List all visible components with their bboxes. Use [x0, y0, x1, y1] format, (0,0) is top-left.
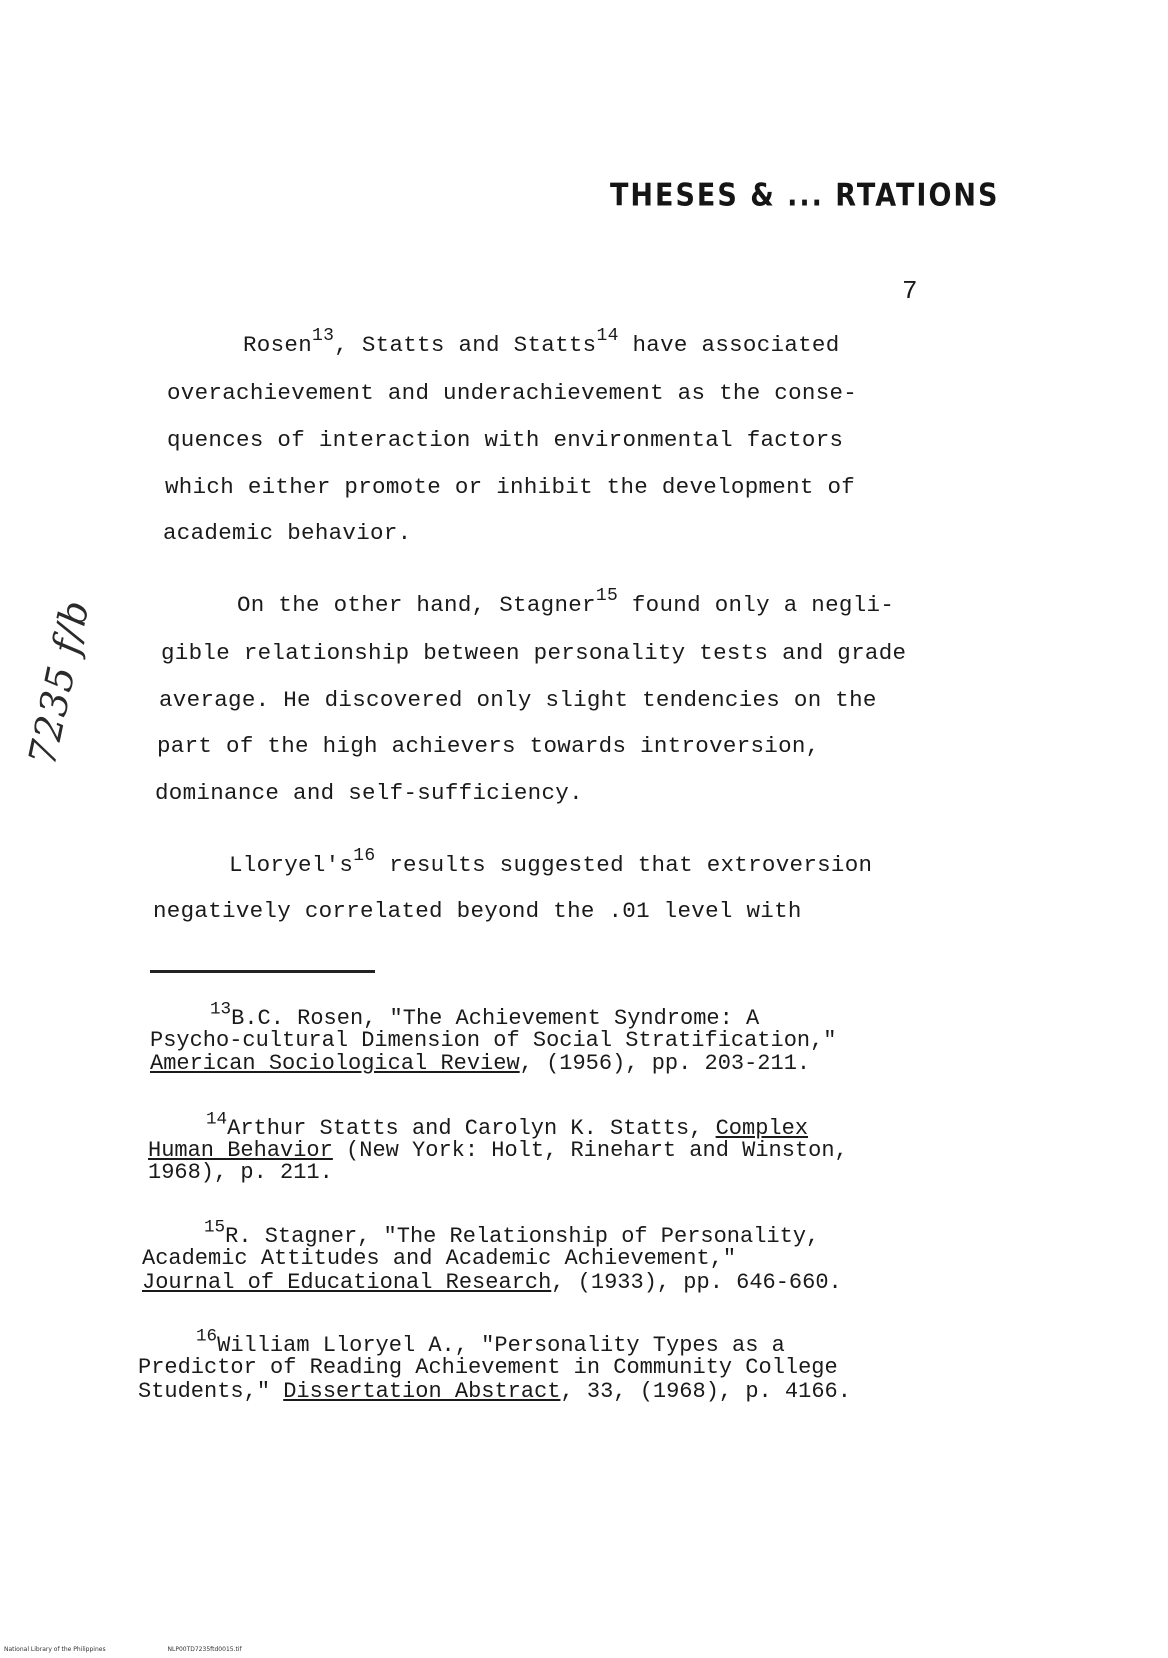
footnote-number: 14 — [206, 1109, 228, 1130]
page-number: 7 — [902, 276, 918, 306]
journal-title: Journal of Educational Research — [142, 1270, 552, 1295]
footnote-line: Academic Attitudes and Academic Achievement," — [142, 1246, 737, 1271]
footnote-13: $^{13}$B.C. Rosen, "The Achievement Syndrome: A — [210, 999, 760, 1031]
book-title: Human Behavior — [148, 1138, 333, 1163]
journal-title: Dissertation Abstract — [283, 1379, 561, 1404]
scan-footer — [4, 1646, 302, 1653]
body-line: On the other hand, Stagner$^{15}$ found only a negli- — [237, 586, 895, 618]
footnote-line: Students," Dissertation Abstract, 33, (1968), p. 4166. — [138, 1379, 851, 1404]
body-line: $Lloryel's^{16}$ results suggested that extroversion — [229, 846, 873, 878]
footnote-ref: 14 — [596, 326, 619, 347]
footnote-number: 16 — [196, 1326, 218, 1347]
footnote-line: Human Behavior (New York: Holt, Rinehart and Winston, — [148, 1138, 848, 1163]
margin-handwriting: 7235 f/b — [20, 595, 98, 770]
journal-title: American Sociological Review — [150, 1051, 520, 1076]
body-line: part of the high achievers towards introversion, — [157, 733, 820, 759]
body-line: Rosen$^{13}$, Statts and Statts$^{14}$ have associated — [243, 326, 840, 358]
body-line: academic behavior. — [163, 520, 412, 546]
footnote-line: Journal of Educational Research, (1933), pp. 646-660. — [142, 1270, 842, 1295]
file-name: NLP00TD7235ftd0015.tif — [167, 1646, 242, 1653]
footnote-14: $^{14}$Arthur Statts and Carolyn K. Statts, Complex — [206, 1109, 809, 1141]
footnote-ref: 13 — [312, 326, 335, 347]
footnote-15: $^{15}$R. Stagner, "The Relationship of Personality, — [204, 1217, 820, 1249]
footnote-ref: 15 — [595, 586, 619, 607]
body-line: average. He discovered only slight tendencies on the — [159, 687, 877, 713]
library-name: National Library of the Philippines — [4, 1646, 106, 1653]
body-line: which either promote or inhibit the development of — [165, 474, 856, 500]
body-line: gible relationship between personality tests and grade — [161, 640, 907, 666]
book-title: Complex — [715, 1116, 809, 1141]
footnote-line: Predictor of Reading Achievement in Community College — [138, 1355, 838, 1380]
footnote-line: American Sociological Review, (1956), pp. 203-211. — [150, 1051, 811, 1076]
footnote-line: Psycho-cultural Dimension of Social Stratification," — [150, 1028, 837, 1053]
footnote-ref: 16 — [353, 846, 376, 867]
body-line: dominance and self-sufficiency. — [155, 780, 583, 806]
body-line: overachievement and underachievement as the conse- — [167, 380, 858, 406]
footnote-line: 1968), p. 211. — [148, 1160, 333, 1185]
footnote-16: $^{16}$William Lloryel A., "Personality Types as a — [196, 1326, 785, 1358]
body-line: quences of interaction with environmental factors — [167, 427, 844, 453]
footnote-rule — [150, 970, 375, 973]
footnote-number: 15 — [204, 1217, 226, 1238]
theses-stamp: THESES & ... RTATIONS — [610, 178, 1000, 214]
body-line: negatively correlated beyond the .01 level with — [153, 898, 802, 924]
footnote-number: 13 — [210, 999, 232, 1020]
